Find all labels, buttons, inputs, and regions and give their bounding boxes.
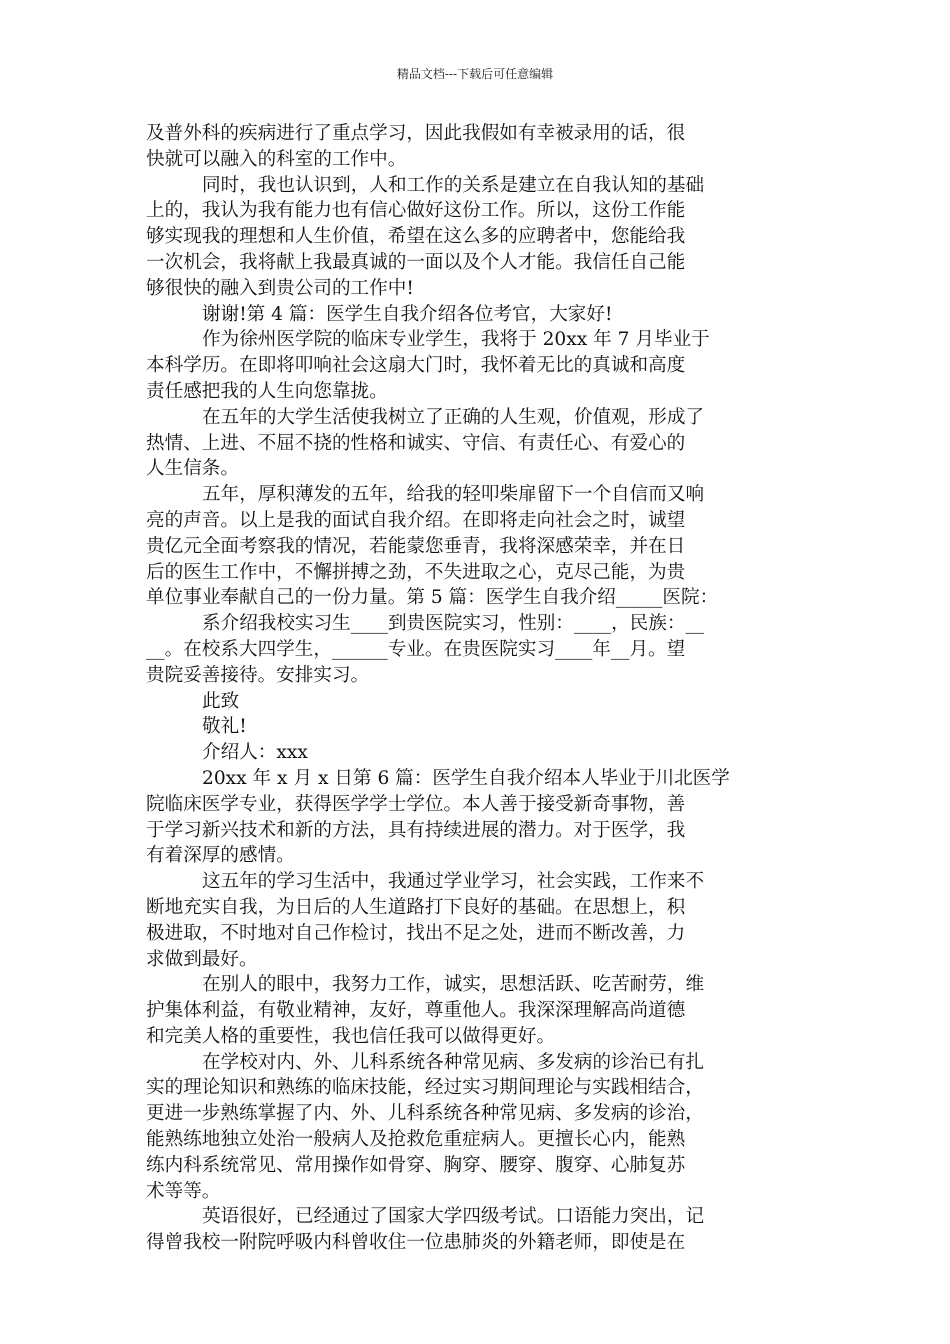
text-line: 亮的声音。以上是我的面试自我介绍。在即将走向社会之时，诚望 [146,509,686,531]
text-line: 术等等。 [146,1180,221,1202]
text-line: 敬礼! [202,716,247,738]
text-line: 和完美人格的重要性，我也信任我可以做得更好。 [146,1025,556,1047]
text-line: 够实现我的理想和人生价值，希望在这么多的应聘者中，您能给我 [146,226,686,248]
text-line: 责任感把我的人生向您靠拢。 [146,380,388,402]
text-line: 断地充实自我，为日后的人生道路打下良好的基础。在思想上，积 [146,896,686,918]
text-line: 谢谢!第 4 篇：医学生自我介绍各位考官，大家好! [202,303,613,325]
text-line: 人生信条。 [146,458,239,480]
text-line: 介绍人：xxx [202,742,308,764]
text-line: 得曾我校一附院呼吸内科曾收住一位患肺炎的外籍老师，即使是在 [146,1232,686,1254]
text-line: 极进取，不时地对自己作检讨，找出不足之处，进而不断改善，力 [146,922,686,944]
text-line: 这五年的学习生活中，我通过学业学习，社会实践，工作来不 [202,871,705,893]
text-line: 练内科系统常见、常用操作如骨穿、胸穿、腰穿、腹穿、心肺复苏 [146,1154,686,1176]
page-header: 精品文档---下载后可任意编辑 [396,67,554,81]
text-line: 作为徐州医学院的临床专业学生，我将于 20xx 年 7 月毕业于 [202,329,710,351]
text-line: 求做到最好。 [146,948,258,970]
text-line: 能熟练地独立处治一般病人及抢救危重症病人。更擅长心内，能熟 [146,1129,686,1151]
text-line: 此致 [202,690,240,712]
text-line: 于学习新兴技术和新的方法，具有持续进展的潜力。对于医学，我 [146,819,686,841]
text-line: 快就可以融入的科室的工作中。 [146,148,407,170]
text-line: 系介绍我校实习生____到贵医院实习，性别：____，民族：__ [202,613,705,635]
text-line: 及普外科的疾病进行了重点学习，因此我假如有幸被录用的话，很 [146,123,686,144]
text-line: 够很快的融入到贵公司的工作中! [146,277,414,299]
text-line: 五年，厚积薄发的五年，给我的轻叩柴扉留下一个自信而又响 [202,484,705,506]
text-line: __。在校系大四学生，______专业。在贵医院实习____年__月。望 [146,638,686,660]
text-line: 一次机会，我将献上我最真诚的一面以及个人才能。我信任自己能 [146,251,686,273]
text-line: 贵亿元全面考察我的情况，若能蒙您垂青，我将深感荣幸，并在日 [146,535,686,557]
text-line: 有着深厚的感情。 [146,845,295,867]
text-line: 单位事业奉献自己的一份力量。第 5 篇：医学生自我介绍_____医院： [146,587,719,609]
text-line: 贵院妥善接待。安排实习。 [146,664,370,686]
text-line: 20xx 年 x 月 x 日第 6 篇：医学生自我介绍本人毕业于川北医学 [202,767,730,789]
text-line: 上的，我认为我有能力也有信心做好这份工作。所以，这份工作能 [146,200,686,222]
text-line: 院临床医学专业，获得医学学士学位。本人善于接受新奇事物，善 [146,793,686,815]
document-body [146,121,811,1256]
text-line: 实的理论知识和熟练的临床技能，经过实习期间理论与实践相结合， [146,1077,704,1099]
text-line: 热情、上进、不屈不挠的性格和诚实、守信、有责任心、有爱心的 [146,432,686,454]
text-line: 后的医生工作中，不懈拼搏之劲，不失进取之心，克尽己能，为贵 [146,561,686,583]
text-line: 在学校对内、外、儿科系统各种常见病、多发病的诊治已有扎 [202,1051,705,1073]
text-line: 本科学历。在即将叩响社会这扇大门时，我怀着无比的真诚和高度 [146,355,686,377]
text-line: 护集体利益，有敬业精神，友好，尊重他人。我深深理解高尚道德 [146,1000,686,1022]
text-line: 更进一步熟练掌握了内、外、儿科系统各种常见病、多发病的诊治， [146,1103,704,1125]
text-line: 英语很好，已经通过了国家大学四级考试。口语能力突出，记 [202,1206,705,1228]
text-line: 同时，我也认识到，人和工作的关系是建立在自我认知的基础 [202,174,705,196]
text-line: 在五年的大学生活使我树立了正确的人生观，价值观，形成了 [202,406,705,428]
text-line: 在别人的眼中，我努力工作，诚实，思想活跃、吃苦耐劳，维 [202,974,705,996]
